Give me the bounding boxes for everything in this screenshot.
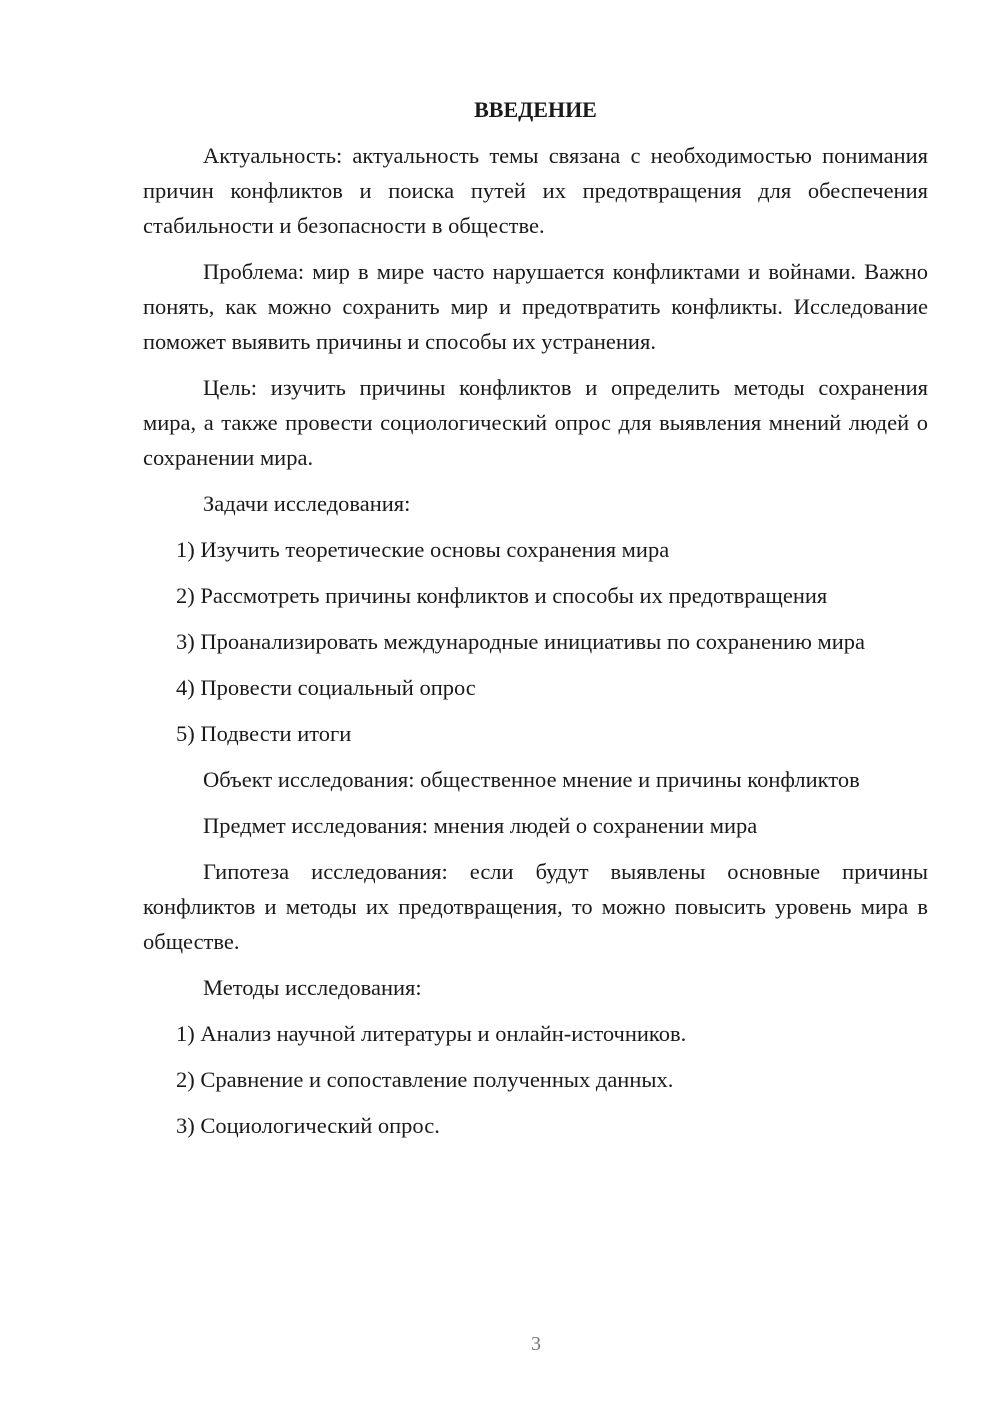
- subject-line: Предмет исследования: мнения людей о сохранении мира: [203, 813, 758, 838]
- task-item-2: 2) Рассмотреть причины конфликтов и способы их предотвращения: [176, 583, 828, 608]
- task-item-1: 1) Изучить теоретические основы сохранения мира: [176, 537, 670, 562]
- method-item-1: 1) Анализ научной литературы и онлайн-источников.: [176, 1021, 687, 1046]
- page-title: ВВЕДЕНИЕ: [474, 97, 597, 122]
- task-item-4: 4) Провести социальный опрос: [176, 675, 476, 700]
- method-item-2: 2) Сравнение и сопоставление полученных данных.: [176, 1067, 674, 1092]
- methods-heading: Методы исследования:: [203, 975, 422, 1000]
- problem-paragraph: Проблема: мир в мире часто нарушается конфликтами и войнами. Важно понять, как можно сохранить мир и предотвратить конфликты. Исследование поможет выявить причины и способы их устранения.: [143, 259, 928, 354]
- task-item-3: 3) Проанализировать международные инициативы по сохранению мира: [176, 629, 866, 654]
- tasks-heading: Задачи исследования:: [203, 491, 411, 516]
- hypothesis-paragraph: Гипотеза исследования: если будут выявлены основные причины конфликтов и методы их предотвращения, то можно повысить уровень мира в обществе.: [143, 859, 928, 954]
- page-number: 3: [531, 1333, 541, 1355]
- document-page: [143, 92, 928, 1154]
- relevance-paragraph: Актуальность: актуальность темы связана с необходимостью понимания причин конфликтов и поиска путей их предотвращения для обеспечения стабильности и безопасности в обществе.: [143, 143, 928, 238]
- goal-paragraph: Цель: изучить причины конфликтов и определить методы сохранения мира, а также провести социологический опрос для выявления мнений людей о сохранении мира.: [143, 375, 928, 470]
- object-line: Объект исследования: общественное мнение и причины конфликтов: [203, 767, 860, 792]
- task-item-5: 5) Подвести итоги: [176, 721, 352, 746]
- method-item-3: 3) Социологический опрос.: [176, 1113, 440, 1138]
